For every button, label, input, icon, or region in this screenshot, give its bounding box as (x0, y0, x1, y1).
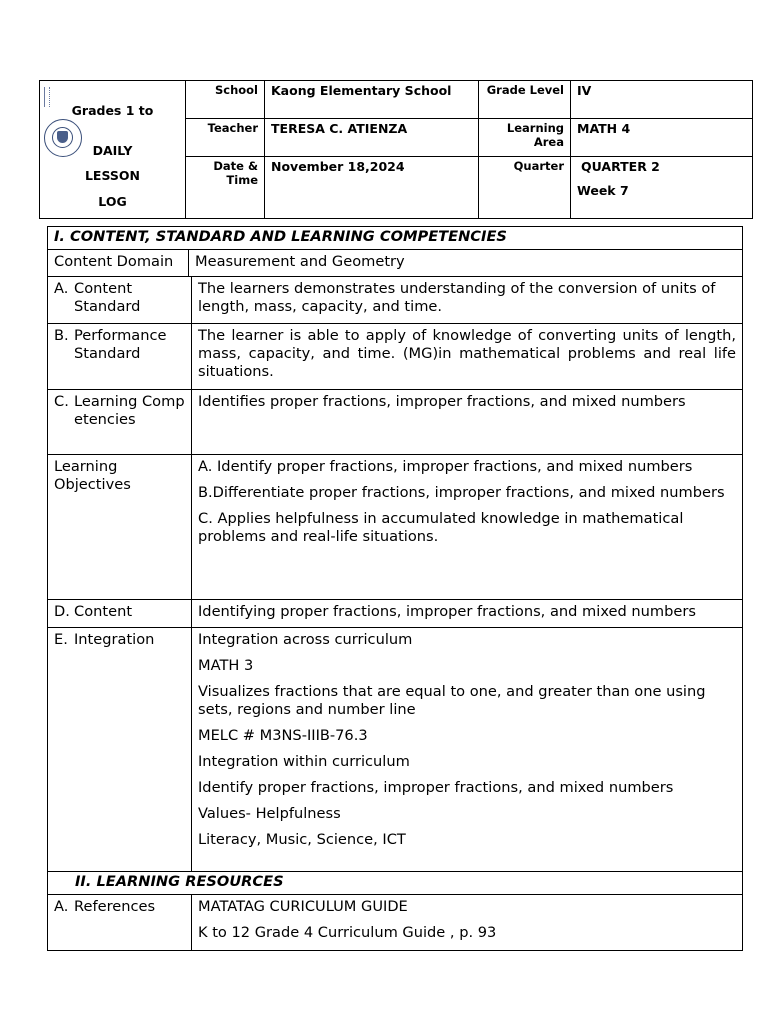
grade-level-value: IV (571, 81, 753, 119)
teacher-label: Teacher (186, 119, 265, 157)
section2-title: II. LEARNING RESOURCES (48, 872, 743, 895)
learning-objectives-label: Learning Objectives (48, 455, 192, 600)
dll-title-cell (40, 81, 186, 219)
integration-item: Visualizes fractions that are equal to one, and greater than one using sets, regions and number line (198, 683, 706, 718)
dll-grades: Grades 1 to (71, 103, 154, 118)
school-label: School (186, 81, 265, 119)
lesson-table (47, 226, 743, 951)
performance-standard-text: The learner is able to apply of knowledge of converting units of length, mass, capacity, and time. (MG)in mathematical problems and real life situations. (192, 324, 743, 390)
integration-cell (192, 628, 743, 872)
quarter-label: Quarter (479, 157, 571, 219)
date-time-label: Date & Time (186, 157, 265, 219)
week-value: Week 7 (577, 183, 629, 198)
content-label-cell (48, 600, 192, 628)
learning-area-label: Learning Area (479, 119, 571, 157)
school-value: Kaong Elementary School (265, 81, 479, 119)
content-letter: D. (54, 603, 70, 620)
objective-item: A. Identify proper fractions, improper fractions, and mixed numbers (198, 458, 693, 475)
reference-item: K to 12 Grade 4 Curriculum Guide , p. 93 (198, 924, 497, 941)
teacher-value: TERESA C. ATIENZA (265, 119, 479, 157)
references-cell (192, 895, 743, 951)
dll-lesson: LESSON (84, 168, 141, 183)
learning-objectives-cell (192, 455, 743, 600)
integration-letter: E. (54, 631, 68, 648)
performance-standard-letter: B. (54, 327, 69, 344)
learning-area-value: MATH 4 (571, 119, 753, 157)
content-domain-row (48, 250, 743, 277)
learning-competencies-text: Identifies proper fractions, improper fractions, and mixed numbers (192, 390, 743, 455)
content-standard-label-cell (48, 277, 192, 324)
content-label: Content (74, 603, 133, 620)
integration-item: MELC # M3NS-IIIB-76.3 (198, 727, 368, 744)
content-domain-label: Content Domain (48, 250, 189, 276)
learning-competencies-label-cell (48, 390, 192, 455)
integration-item: Values- Helpfulness (198, 805, 341, 822)
references-label: References (74, 898, 156, 915)
quarter-value: QUARTER 2 (581, 159, 660, 174)
integration-item: Identify proper fractions, improper fractions, and mixed numbers (198, 779, 674, 796)
references-letter: A. (54, 898, 69, 915)
integration-item: Integration within curriculum (198, 753, 410, 770)
date-time-value: November 18,2024 (265, 157, 479, 219)
integration-label: Integration (74, 631, 155, 648)
references-label-cell (48, 895, 192, 951)
content-text: Identifying proper fractions, improper fractions, and mixed numbers (192, 600, 743, 628)
grade-level-label: Grade Level (479, 81, 571, 119)
header-table (39, 80, 753, 219)
section1-title: I. CONTENT, STANDARD AND LEARNING COMPETENCIES (48, 227, 743, 250)
integration-item: Literacy, Music, Science, ICT (198, 831, 406, 848)
objective-item: C. Applies helpfulness in accumulated knowledge in mathematical problems and real-life situations. (198, 510, 684, 545)
quarter-cell (571, 157, 753, 219)
content-standard-letter: A. (54, 280, 69, 297)
objective-item: B.Differentiate proper fractions, improper fractions, and mixed numbers (198, 484, 725, 501)
integration-item: MATH 3 (198, 657, 254, 674)
reference-item: MATATAG CURICULUM GUIDE (198, 898, 408, 915)
dll-log: LOG (98, 194, 127, 209)
integration-item: Integration across curriculum (198, 631, 413, 648)
content-domain-value: Measurement and Geometry (195, 253, 405, 270)
integration-label-cell (48, 628, 192, 872)
content-standard-label: Content Standard (74, 280, 141, 315)
learning-competencies-letter: C. (54, 393, 69, 410)
dll-daily: DAILY (92, 143, 133, 158)
content-standard-text: The learners demonstrates understanding of the conversion of units of length, mass, capacity, and time. (192, 277, 743, 324)
learning-competencies-label: Learning Competencies (74, 393, 185, 428)
performance-standard-label: Performance Standard (74, 327, 167, 362)
performance-standard-label-cell (48, 324, 192, 390)
